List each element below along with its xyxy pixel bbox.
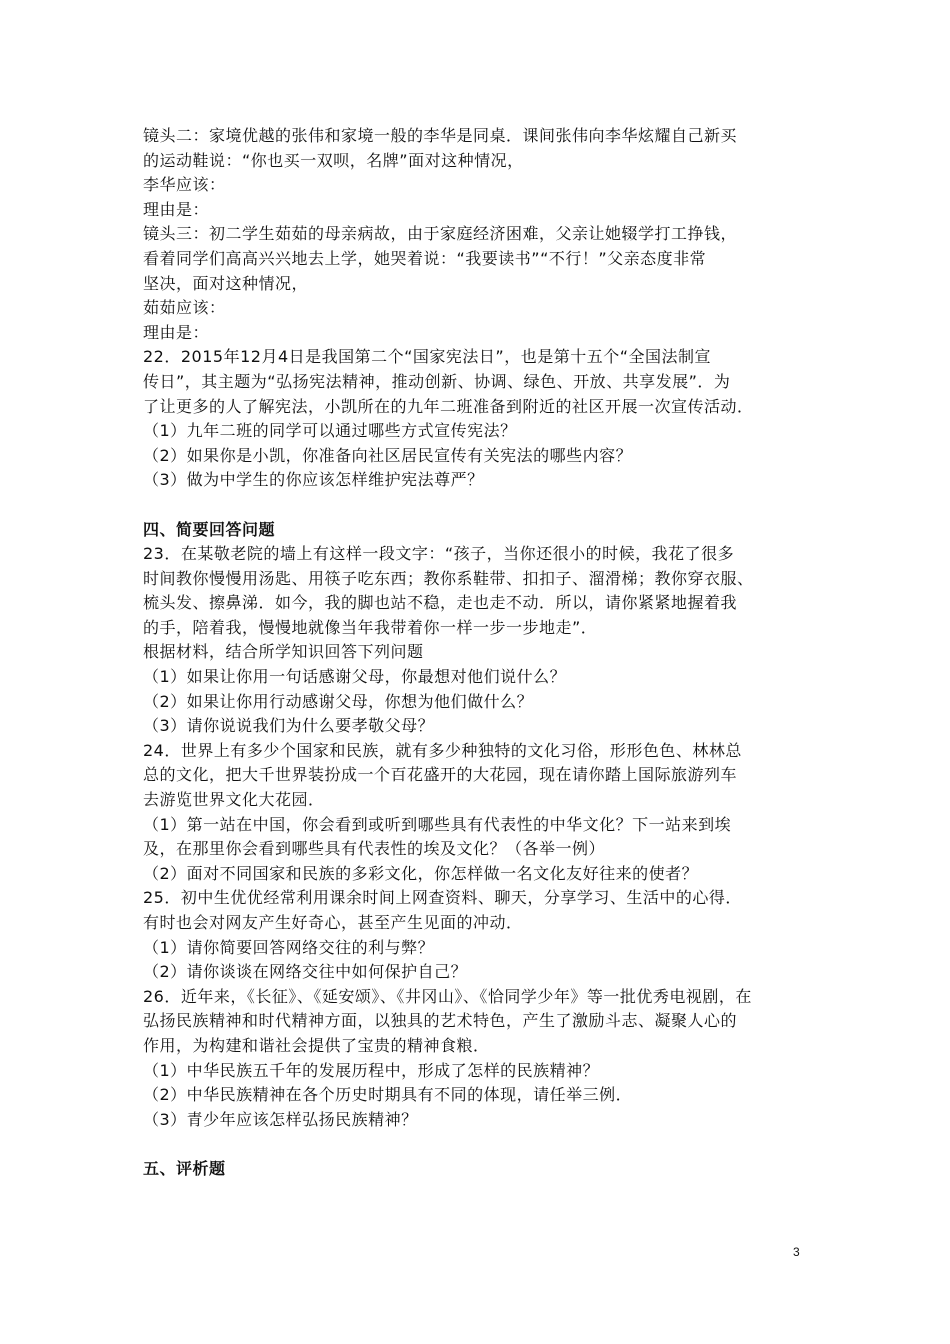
section-spacer: [143, 493, 818, 518]
section-4-title: 四、简要回答问题: [143, 519, 276, 539]
question-22-sub-3: （3）做为中学生的你应该怎样维护宪法尊严？: [143, 470, 484, 490]
question-23-sub-1: （1）如果让你用一句话感谢父母，你最想对他们说什么？: [143, 667, 567, 687]
scene2-line: 镜头二：家境优越的张伟和家境一般的李华是同桌．课间张伟向李华炫耀自己新买: [143, 126, 738, 145]
page-content: [143, 124, 818, 1182]
question-25-text: 有时也会对网友产生好奇心，甚至产生见面的冲动．: [143, 913, 523, 932]
question-23-text: 时间教你慢慢用汤匙、用筷子吃东西；教你系鞋带、扣扣子、溜滑梯；教你穿衣服、: [143, 568, 754, 588]
question-24-sub-2: （2）面对不同国家和民族的多彩文化，你怎样做一名文化友好往来的使者？: [143, 863, 699, 883]
question-25-text: 25．初中生优优经常利用课余时间上网查资料、聊天，分享学习、生活中的心得．: [143, 888, 742, 908]
question-23-intro: 根据材料，结合所学知识回答下列问题: [143, 642, 424, 662]
question-25-sub-1: （1）请你简要回答网络交往的利与弊？: [143, 937, 435, 957]
scene2-reason-prompt: 理由是：: [143, 199, 210, 219]
question-22-text: 22．2015年12月4日是我国第二个“国家宪法日”，也是第十五个“全国法制宣: [143, 347, 711, 367]
question-23-text: 23．在某敬老院的墙上有这样一段文字：“孩子，当你还很小的时候，我花了很多: [143, 544, 735, 564]
scene3-line: 看着同学们高高兴兴地去上学，她哭着说：“我要读书”“不行！”父亲态度非常: [143, 248, 707, 268]
question-22-sub-2: （2）如果你是小凯，你准备向社区居民宣传有关宪法的哪些内容？: [143, 445, 633, 465]
question-26-sub-1: （1）中华民族五千年的发展历程中，形成了怎样的民族精神？: [143, 1060, 600, 1080]
question-25-sub-2: （2）请你谈谈在网络交往中如何保护自己？: [143, 962, 468, 982]
scene3-line: 镜头三：初二学生茹茹的母亲病故，由于家庭经济困难，父亲让她辍学打工挣钱，: [143, 224, 738, 244]
question-24-sub-1: （1）第一站在中国，你会看到或听到哪些具有代表性的中华文化？下一站来到埃: [143, 814, 732, 834]
question-26-sub-3: （3）青少年应该怎样弘扬民族精神？: [143, 1109, 418, 1129]
scene2-line: 的运动鞋说：“你也买一双呗，名牌”面对这种情况，: [143, 150, 524, 170]
question-24-sub-1: 及，在那里你会看到哪些具有代表性的埃及文化？（各举一例）: [143, 839, 606, 859]
question-23-text: 的手，陪着我，慢慢地就像当年我带着你一样一步一步地走”．: [143, 617, 598, 637]
question-26-sub-2: （2）中华民族精神在各个历史时期具有不同的体现，请任举三例．: [143, 1085, 633, 1105]
scene3-reason-prompt: 理由是：: [143, 322, 210, 342]
scene3-line: 坚决，面对这种情况，: [143, 273, 309, 293]
question-22-text: 传日”，其主题为“弘扬宪法精神，推动创新、协调、绿色、开放、共享发展”．为: [143, 371, 731, 391]
scene2-answer-prompt: 李华应该：: [143, 175, 226, 195]
page-number: 3: [793, 1245, 800, 1259]
section-spacer: [143, 1132, 818, 1157]
question-26-text: 作用，为构建和谐社会提供了宝贵的精神食粮．: [143, 1035, 490, 1055]
question-22-sub-1: （1）九年二班的同学可以通过哪些方式宣传宪法？: [143, 421, 517, 441]
question-23-text: 梳头发、擦鼻涕．如今，我的脚也站不稳，走也走不动．所以，请你紧紧地握着我: [143, 593, 738, 613]
question-23-sub-2: （2）如果让你用行动感谢父母，你想为他们做什么？: [143, 691, 534, 711]
question-26-text: 弘扬民族精神和时代精神方面，以独具的艺术特色，产生了激励斗志、凝聚人心的: [143, 1011, 738, 1031]
question-24-text: 24．世界上有多少个国家和民族，就有多少种独特的文化习俗，形形色色、林林总: [143, 740, 742, 760]
scene3-answer-prompt: 茹茹应该：: [143, 298, 226, 318]
question-24-text: 去游览世界文化大花园．: [143, 790, 325, 810]
section-5-title: 五、评析题: [143, 1158, 226, 1178]
question-26-text: 26．近年来，《长征》、《延安颂》、《井冈山》、《恰同学少年》等一批优秀电视剧，在: [143, 986, 752, 1006]
question-23-sub-3: （3）请你说说我们为什么要孝敬父母？: [143, 716, 435, 736]
question-22-text: 了让更多的人了解宪法，小凯所在的九年二班准备到附近的社区开展一次宣传活动．: [143, 396, 754, 416]
question-24-text: 总的文化，把大千世界装扮成一个百花盛开的大花园，现在请你踏上国际旅游列车: [143, 765, 738, 785]
